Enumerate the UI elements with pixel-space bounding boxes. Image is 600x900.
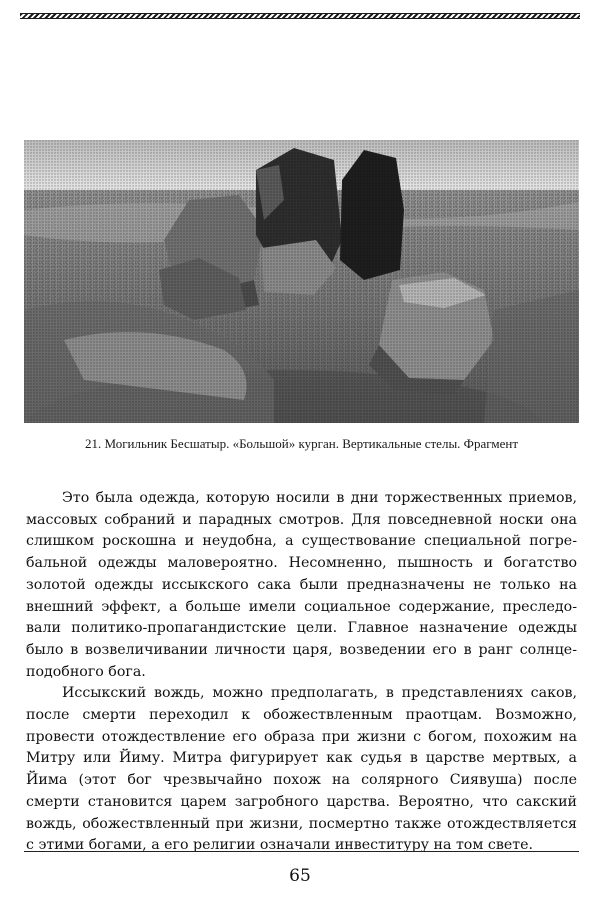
body-text bbox=[26, 488, 577, 857]
figure-caption: 21. Могильник Бесшатыр. «Большой» курган. Вертикальные стелы. Фрагмент bbox=[84, 436, 519, 451]
paragraph: Это была одежда, которую носили в дни торжественных приемов, массовых собраний и парадных смотров. Для повседневной носки она слишком роскошна и неудобна, а существование специальной погребальной одежды маловероятно. Несомненно, пышность и богатство золотой одежды иссыкского сака были предназначены не только на внешний эффект, а больше имели социальное содержание, преследовали политико-пропагандистские цели. Главное назначение одежды было в возвеличивании личности царя, возведении его в ранг солнцеподобного бога. bbox=[26, 490, 577, 680]
stones-on-steppe-image bbox=[24, 140, 579, 423]
paragraph: Иссыкский вождь, можно предполагать, в представлениях саков, после смерти переходил к обожествленным праотцам. Возможно, провести отождествление его образа при жизни с богом, похожим на Митру или Йиму. Митра фигурирует как судья в царстве мертвых, а Йима (этот бог чрезвычайно похож на солярного Сиявуша) после смерти становится царем загробного царства. Вероятно, что сакский вождь, обожествленный при жизни, посмертно также отождествляется с этими богами, а его религии означали инвеституру на том свете. bbox=[26, 685, 577, 854]
top-ornament-border bbox=[20, 13, 580, 19]
figure-photo bbox=[24, 140, 579, 423]
footer-divider bbox=[24, 851, 579, 852]
page-number: 65 bbox=[289, 866, 311, 886]
